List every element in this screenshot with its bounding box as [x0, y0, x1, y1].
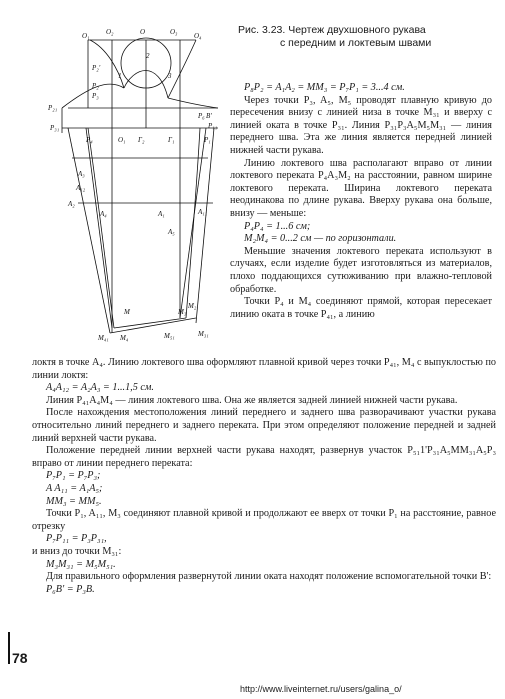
svg-text:O₃: O₃ [170, 28, 178, 36]
svg-text:P₃₁: P₃₁ [50, 124, 60, 132]
svg-text:3: 3 [168, 72, 172, 80]
figure-caption [238, 24, 488, 50]
svg-text:M: M [124, 308, 130, 316]
svg-text:P₃: P₃ [92, 92, 99, 100]
svg-text:O₂: O₂ [106, 28, 114, 36]
svg-text:P₁: P₁ [204, 136, 211, 144]
svg-text:A₁: A₁ [158, 210, 165, 218]
svg-text:O₁: O₁ [82, 32, 90, 40]
formula: P₈P₂ = A₁A₂ = MM₃ = P₇P₁ = 3...4 см. [244, 82, 405, 93]
formula: MM₃ = MM₅. [46, 495, 102, 507]
caption-line-1: Рис. 3.23. Чертеж двухшовного рукава [238, 24, 426, 36]
paragraph: и вниз до точки M₃₁: [32, 545, 122, 557]
svg-text:1: 1 [118, 72, 122, 80]
sleeve-drawing-svg [28, 18, 228, 348]
formula: A A₁₁ = A₁A₅; [46, 482, 103, 494]
right-column-text [230, 82, 492, 321]
formula: P₆B' = P₃B. [46, 583, 95, 595]
svg-text:A₂: A₂ [68, 200, 75, 208]
svg-text:P₂₁: P₂₁ [48, 104, 58, 112]
svg-text:P₂: P₂ [92, 82, 99, 90]
paragraph: Меньшие значения локтевого переката используют в случаях, если изделие будет изготовляться из материалов, плохо поддающихся сутюживанию при влажно-тепловой обработке. [230, 245, 492, 295]
svg-text:A₁₂: A₁₂ [76, 184, 86, 192]
svg-text:Γ₂: Γ₂ [138, 136, 145, 144]
watermark-url: http://www.liveinternet.ru/users/galina_o/ [240, 684, 402, 694]
formula: P₇P₁₁ = P₃P₃₁, [46, 533, 107, 545]
formula: A₄A₁₂ = A₂A₃ = 1...1,5 см. [46, 382, 154, 394]
svg-text:M₄₁: M₄₁ [98, 334, 109, 342]
svg-text:O₁: O₁ [118, 136, 126, 144]
svg-text:M₅₁: M₅₁ [164, 332, 175, 340]
svg-text:P₂': P₂' [92, 64, 101, 72]
paragraph: Точки P₁, A₁₁, M₃ соединяют плавной кривой и продолжают ее вверх от точки P₁ на расстояние, равное отрезку [32, 508, 496, 532]
paragraph: Для правильного оформления развернутой линии оката находят положение вспомогательной точки B': [46, 571, 492, 583]
paragraph: Положение передней линии верхней части рукава находят, развернув участок P₅₁1'P₃₁A₅MM₃₁A₅P₃ вправо от линии переднего переката: [32, 445, 496, 469]
svg-text:P₆: P₆ [198, 112, 205, 120]
page-number-bar [8, 632, 10, 664]
svg-text:M₃₁: M₃₁ [198, 330, 209, 338]
full-width-text [32, 357, 496, 596]
svg-text:M₂: M₂ [188, 302, 197, 310]
paragraph: Через точки P₃, A₅, M₅ проводят плавную кривую до пересечения внизу с линией низа в точке M₃₁ и вверху с линией оката в точке P₃₁. Линия P₃₁P₃A₅M₅M₃₁ — линия переднего шва. Эта же линия является передней линией нижней части рукава. [230, 94, 492, 156]
svg-text:A₅: A₅ [168, 228, 175, 236]
paragraph: локтя в точке A₄. Линию локтевого шва оформляют плавной кривой через точки P₄₁, M₄ с выпуклостью по линии локтя: [32, 357, 496, 381]
svg-text:Γ₁: Γ₁ [168, 136, 175, 144]
caption-line-2: с передним и локтевым швами [280, 37, 432, 49]
paragraph: После нахождения местоположения линий переднего и заднего шва разворачивают участки рукава относительно линий переднего и заднего переката. При этом определяют положение передней и задней линий верхней части рукава. [32, 407, 496, 444]
formula: M₂M₄ = 0...2 см — по горизонтали. [244, 233, 397, 245]
paragraph: Точки P₄ и M₄ соединяют прямой, которая пересекает линию оката в точке P₄₁, а линию [230, 296, 492, 320]
paragraph: Линия P₄₁A₄M₄ — линия локтевого шва. Она же является задней линией нижней части рукава. [46, 394, 458, 406]
svg-text:M₄: M₄ [120, 334, 129, 342]
svg-text:P₁₁: P₁₁ [208, 122, 218, 130]
formula: P₇P₁ = P₇P₃; [46, 470, 101, 482]
svg-text:O₄: O₄ [194, 32, 202, 40]
paragraph: Линию локтевого шва располагают вправо от линии локтевого переката P₄A₃M₂ на расстоянии, равном ширине локтевого переката. Ширина локтевого переката неодинакова по длине рукава. Вверху рукава она больше, внизу — меньше: [230, 157, 492, 219]
formula: M₃M₃₁ = M₅M₅₁. [46, 558, 116, 570]
svg-text:P₄: P₄ [86, 136, 93, 144]
page-number: 78 [12, 650, 28, 666]
svg-text:A₄: A₄ [100, 210, 107, 218]
svg-text:O: O [140, 28, 146, 36]
sleeve-drawing [28, 18, 228, 348]
svg-text:M₃: M₃ [178, 308, 187, 316]
svg-text:A₁₁: A₁₁ [198, 208, 208, 216]
formula: P₄P₄ = 1...6 см; [244, 220, 311, 232]
svg-text:B': B' [206, 112, 212, 120]
svg-text:2: 2 [146, 52, 150, 60]
svg-text:A₃: A₃ [78, 170, 85, 178]
